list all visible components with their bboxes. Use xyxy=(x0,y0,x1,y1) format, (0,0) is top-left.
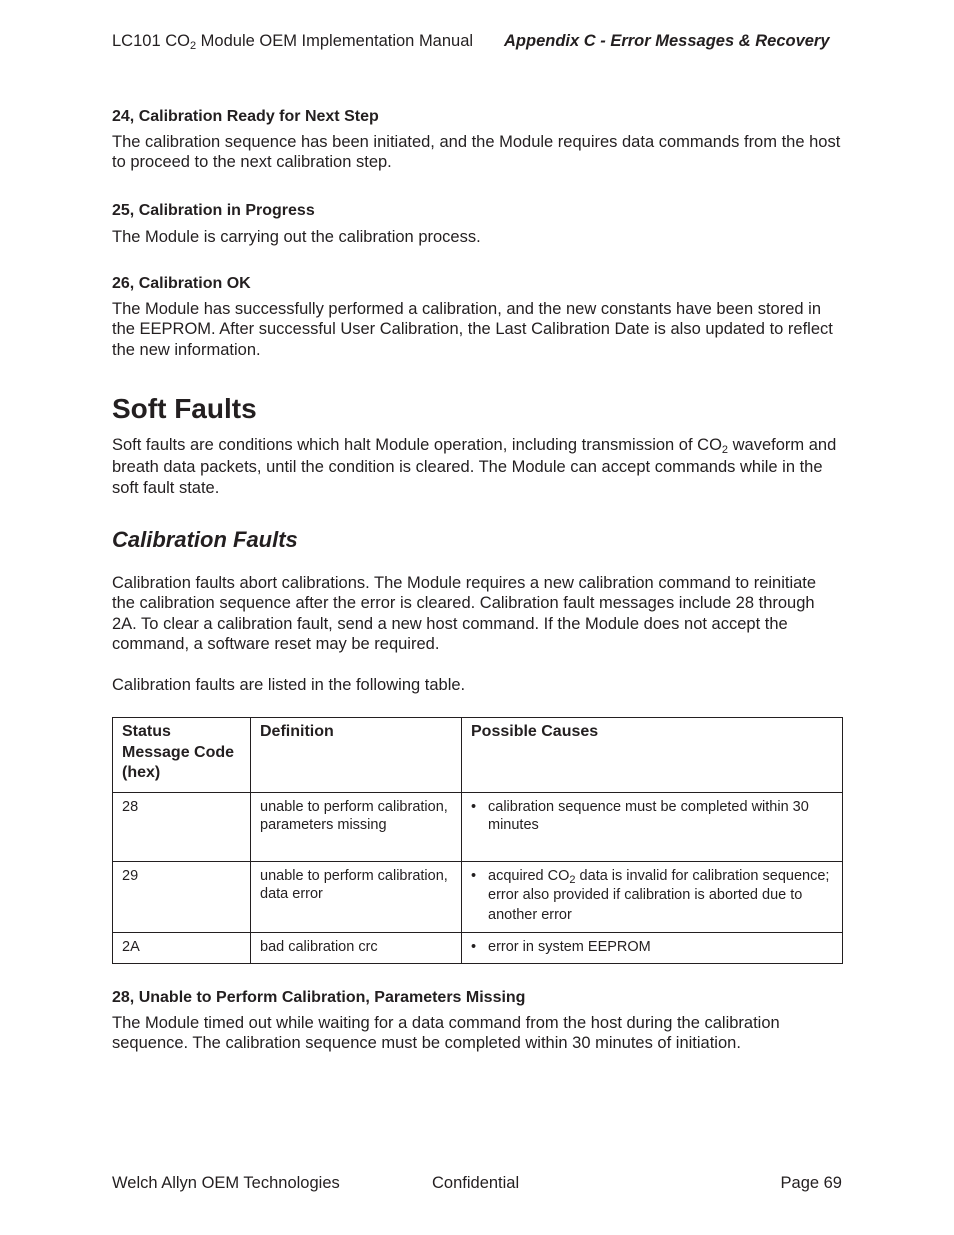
calibration-faults-heading: Calibration Faults xyxy=(112,527,298,552)
section-25-body: The Module is carrying out the calibration process. xyxy=(112,228,481,246)
footer-confidential: Confidential xyxy=(432,1174,520,1192)
calibration-faults-table-intro: Calibration faults are listed in the following table. xyxy=(112,676,466,694)
header-section-title: Appendix C - Error Messages & Recovery xyxy=(504,32,830,50)
cause-text-prefix: acquired CO xyxy=(488,867,570,884)
cause-text-subscript: 2 xyxy=(569,873,576,886)
table-cell-causes xyxy=(462,792,843,861)
section-26-body: The Module has successfully performed a calibration, and the new constants have been stored in the EEPROM. After successful User Calibration, the Last Calibration Date is also updated to reflect the new information. xyxy=(112,300,833,359)
table-header-definition: Definition xyxy=(251,718,462,793)
section-24-body: The calibration sequence has been initiated, and the Module requires data commands from the host to proceed to the next calibration step. xyxy=(112,133,841,172)
table-header-causes: Possible Causes xyxy=(462,718,843,793)
section-26-heading: 26, Calibration OK xyxy=(112,275,251,292)
cause-text-suffix: data is invalid for calibration sequence; error also provided if calibration is aborted due to another error xyxy=(488,867,830,923)
footer-company: Welch Allyn OEM Technologies xyxy=(112,1174,340,1192)
soft-faults-body xyxy=(112,435,842,500)
section-28-heading: 28, Unable to Perform Calibration, Parameters Missing xyxy=(112,989,526,1006)
section-24-heading: 24, Calibration Ready for Next Step xyxy=(112,108,379,125)
section-25-heading: 25, Calibration in Progress xyxy=(112,202,315,219)
table-cell-causes xyxy=(462,861,843,932)
soft-faults-heading: Soft Faults xyxy=(112,393,257,424)
header-title xyxy=(112,32,473,51)
bullet-item xyxy=(471,938,833,957)
table-cell-code: 29 xyxy=(113,861,251,932)
soft-faults-body-prefix: Soft faults are conditions which halt Module operation, including transmission of CO xyxy=(112,436,722,454)
header-title-prefix: LC101 CO xyxy=(112,32,190,50)
cause-text: calibration sequence must be completed within 30 minutes xyxy=(488,798,809,833)
header-title-subscript: 2 xyxy=(189,40,197,52)
bullet-item xyxy=(471,867,833,926)
table-cell-definition: unable to perform calibration, data error xyxy=(251,861,462,932)
calibration-faults-body: Calibration faults abort calibrations. The Module requires a new calibration command to reinitiate the calibration sequence after the error is cleared. Calibration fault messages include 28 through 2A. To clear a calibration fault, send a new host command. If the Module does not accept the command, a software reset may be required. xyxy=(112,574,817,653)
table-row xyxy=(113,932,843,963)
cause-text: error in system EEPROM xyxy=(488,938,651,955)
table-cell-definition: bad calibration crc xyxy=(251,932,462,963)
header-title-suffix: Module OEM Implementation Manual xyxy=(196,32,474,50)
table-row xyxy=(113,792,843,861)
table-header-code: Status Message Code (hex) xyxy=(113,718,251,793)
table-cell-causes xyxy=(462,932,843,963)
bullet-item xyxy=(471,798,833,835)
calibration-faults-table xyxy=(112,717,843,964)
soft-faults-body-suffix: waveform and breath data packets, until the condition is cleared. The Module can accept commands while in the soft fault state. xyxy=(112,436,837,497)
table-header-row xyxy=(113,718,843,793)
table-cell-code: 2A xyxy=(113,932,251,963)
soft-faults-body-subscript: 2 xyxy=(721,444,729,456)
section-28-body: The Module timed out while waiting for a data command from the host during the calibration sequence. The calibration sequence must be completed within 30 minutes of initiation. xyxy=(112,1014,780,1053)
footer-page-number: Page 69 xyxy=(780,1174,842,1192)
table-cell-code: 28 xyxy=(113,792,251,861)
table-row xyxy=(113,861,843,932)
table-cell-definition: unable to perform calibration, parameters missing xyxy=(251,792,462,861)
